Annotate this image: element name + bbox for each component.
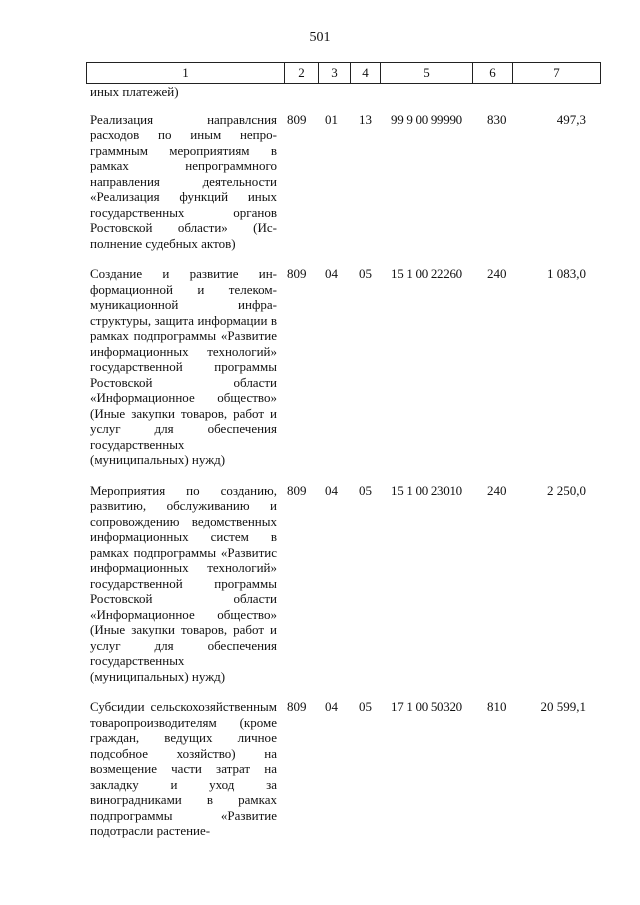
- row-expense-type: 240: [487, 266, 507, 281]
- column-header-1: 1: [87, 63, 285, 84]
- row-target-article: 17 1 00 50320: [391, 699, 462, 714]
- row-expense-type: 830: [487, 111, 507, 127]
- column-header-5: 5: [381, 63, 473, 84]
- page-number: 501: [309, 30, 331, 45]
- column-header-4: 4: [351, 63, 381, 84]
- row-target-article: 99 9 00 99990: [391, 111, 462, 127]
- row-expense-type: 810: [487, 699, 507, 714]
- continuation-row: [90, 84, 602, 100]
- table-row: [90, 266, 602, 468]
- row-section-code: 01: [325, 111, 338, 127]
- column-header-3: 3: [319, 63, 351, 84]
- row-expense-type: 240: [487, 482, 507, 498]
- row-ministry-code: 809: [287, 266, 307, 281]
- table-row: [90, 699, 602, 839]
- row-section-code: 04: [325, 266, 338, 281]
- row-description: Субсидии сельскохозяйственным товаропроизводителям (кроме граждан, ведущих личное подсобное хозяйство) на возмещение части затрат на закладку и уход за виноградниками в рамках подпрограммы «Развитие подотрасли растение-: [90, 699, 277, 838]
- row-description: Реализация направлсния расходов по иным непрограммным мероприятиям в рамках непрограммного направления деятельности «Реализация функций иных государственных органов Ростовской области» (Исполнение судебных актов): [90, 111, 277, 251]
- row-subsection-code: 05: [359, 266, 372, 281]
- row-target-article: 15 1 00 22260: [391, 266, 462, 281]
- row-subsection-code: 13: [359, 111, 372, 127]
- row-amount: 1 083,0: [547, 266, 586, 281]
- row-ministry-code: 809: [287, 699, 307, 714]
- row-subsection-code: 05: [359, 482, 372, 498]
- row-subsection-code: 05: [359, 699, 372, 714]
- continuation-text: иных платежей): [90, 84, 179, 99]
- column-header-row: [87, 63, 601, 84]
- table-row: [90, 112, 602, 252]
- row-description: Создание и развитие информационной и телекоммуникационной инфраструктуры, защита информации в рамках подпрограммы «Развитие информационных технологий» государственной программы Ростовской области «Информационное общество» (Иные закупки товаров, работ и услуг для обеспечения государственных (муниципальных) нужд): [90, 266, 277, 467]
- column-header-6: 6: [473, 63, 513, 84]
- column-header-7: 7: [513, 63, 601, 84]
- row-amount: 2 250,0: [547, 482, 586, 498]
- row-target-article: 15 1 00 23010: [391, 482, 462, 498]
- column-header-2: 2: [285, 63, 319, 84]
- row-ministry-code: 809: [287, 482, 307, 498]
- row-amount: 20 599,1: [540, 699, 586, 714]
- table-row: [90, 483, 602, 685]
- row-section-code: 04: [325, 482, 338, 498]
- budget-rows: [90, 84, 602, 854]
- row-section-code: 04: [325, 699, 338, 714]
- row-amount: 497,3: [556, 111, 586, 127]
- row-ministry-code: 809: [287, 111, 307, 127]
- row-description: Мероприятия по созданию, развитию, обслуживанию и сопровождению ведомственных информационных систем в рамках подпрограммы «Развитис информационных технологий» государственной программы Ростовской области «Информационное общество» (Иные закупки товаров, работ и услуг для обеспечения государственных (муниципальных) нужд): [90, 482, 277, 684]
- column-header-table: [86, 62, 601, 84]
